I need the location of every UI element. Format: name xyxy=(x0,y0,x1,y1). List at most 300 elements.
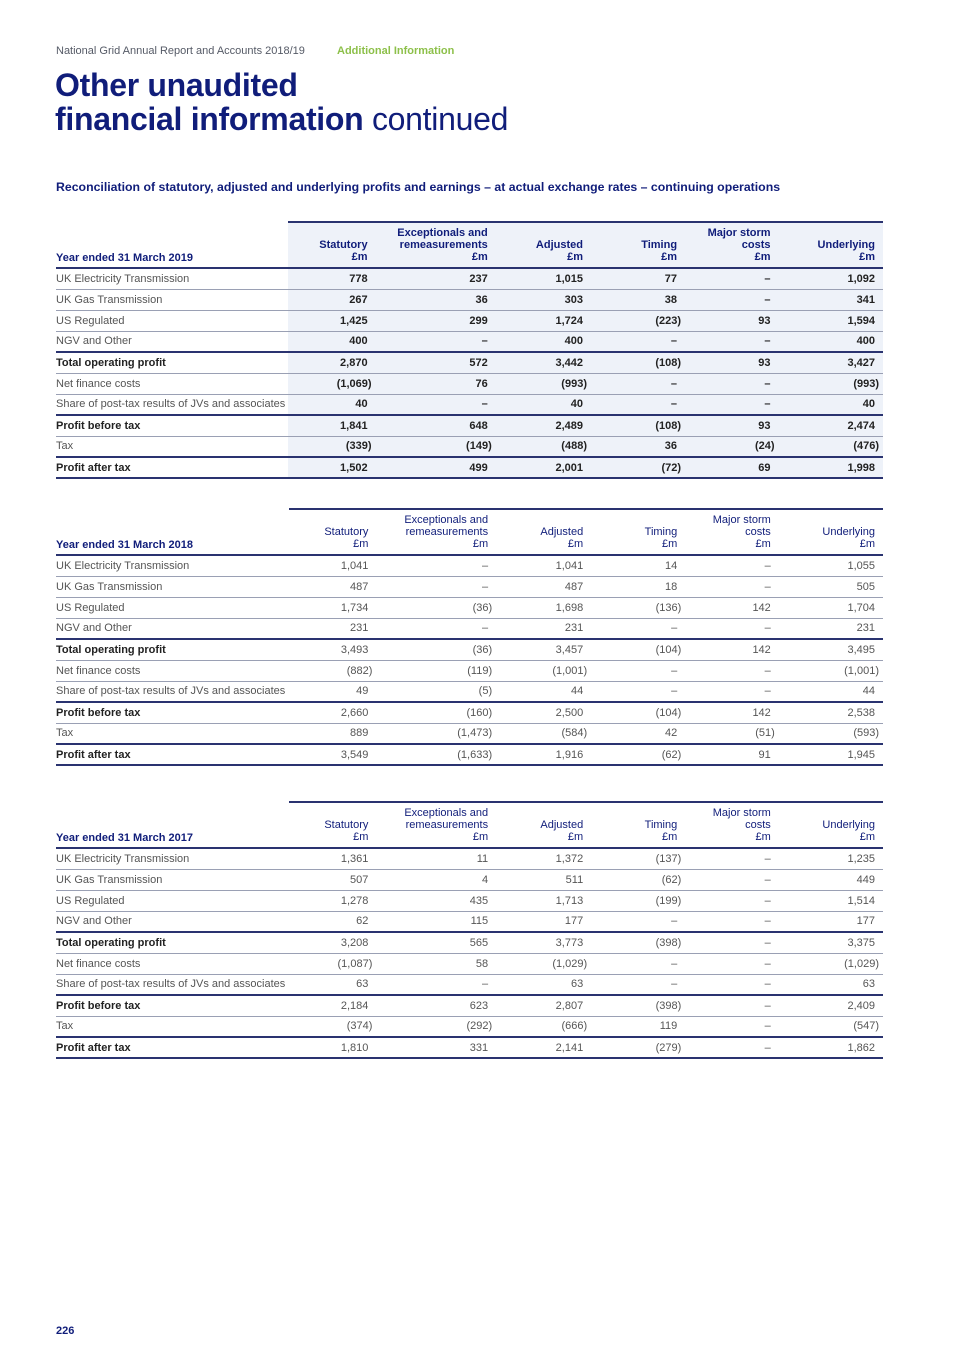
table-row xyxy=(56,555,883,576)
row-label: Total operating profit xyxy=(56,356,166,369)
column-header-line-1: Major storm xyxy=(712,807,771,819)
cell-value xyxy=(685,289,779,310)
cell-value-text: 3,495 xyxy=(847,643,875,656)
cell-value xyxy=(496,394,591,415)
table-row xyxy=(56,289,883,310)
row-label: Net finance costs xyxy=(56,957,141,970)
row-label: Tax xyxy=(56,727,74,740)
cell-value xyxy=(685,394,779,415)
cell-value xyxy=(496,911,591,932)
cell-value xyxy=(685,310,779,331)
table-row xyxy=(56,331,883,352)
cell-value xyxy=(376,352,496,373)
cell-value xyxy=(496,352,591,373)
cell-value-text: (1,069) xyxy=(336,377,372,390)
cell-value-text: 331 xyxy=(469,1041,489,1054)
cell-value xyxy=(376,1016,496,1037)
cell-value-text: 93 xyxy=(758,356,771,369)
cell-value-text: 76 xyxy=(475,377,488,390)
cell-value-text: 1,862 xyxy=(847,1041,875,1054)
cell-value xyxy=(289,597,376,618)
cell-value-text: 1,734 xyxy=(340,601,369,614)
table-year-heading: Year ended 31 March 2017 xyxy=(56,832,193,844)
cell-value-text: (36) xyxy=(472,643,493,656)
cell-value xyxy=(591,352,685,373)
cell-value-text: 1,055 xyxy=(847,559,875,572)
row-label: UK Electricity Transmission xyxy=(56,852,190,865)
cell-value xyxy=(591,639,685,660)
cell-value xyxy=(288,352,375,373)
cell-value-text: 648 xyxy=(469,419,488,432)
row-label: UK Electricity Transmission xyxy=(56,272,190,285)
cell-value xyxy=(288,394,375,415)
column-header-unit: £m xyxy=(567,251,583,263)
cell-value-text: 267 xyxy=(349,293,368,306)
cell-value xyxy=(779,639,883,660)
cell-value-text: (160) xyxy=(466,706,493,719)
cell-value-text: – xyxy=(764,398,771,411)
cell-value xyxy=(685,457,779,478)
cell-value xyxy=(685,974,779,995)
row-label: UK Gas Transmission xyxy=(56,580,163,593)
cell-value-text: – xyxy=(764,894,771,907)
cell-value xyxy=(376,995,496,1016)
cell-value-text: – xyxy=(764,873,771,886)
cell-value xyxy=(685,618,779,639)
column-header-unit: £m xyxy=(353,831,369,843)
cell-value xyxy=(289,639,376,660)
cell-value xyxy=(496,373,591,394)
cell-value xyxy=(376,289,496,310)
column-header-unit: £m xyxy=(567,831,584,843)
cell-value xyxy=(591,932,685,953)
cell-value-text: 400 xyxy=(349,335,368,348)
cell-value xyxy=(591,974,685,995)
cell-value-text: 1,041 xyxy=(555,559,584,572)
cell-value-text: 487 xyxy=(564,580,584,593)
row-label: Share of post-tax results of JVs and associates xyxy=(56,978,286,991)
cell-value-text: 2,870 xyxy=(340,356,368,369)
cell-value-text: (108) xyxy=(655,419,682,432)
cell-value-text: – xyxy=(764,915,771,928)
cell-value-text: (476) xyxy=(853,440,879,453)
cell-value-text: – xyxy=(482,580,489,593)
cell-value-text: (279) xyxy=(655,1041,682,1054)
cell-value xyxy=(779,618,883,639)
cell-value xyxy=(779,702,883,723)
cell-value xyxy=(496,597,591,618)
row-label: NGV and Other xyxy=(56,335,132,348)
cell-value-text: 2,489 xyxy=(555,419,583,432)
cell-value-text: (666) xyxy=(561,1020,588,1033)
cell-value-text: 14 xyxy=(665,559,678,572)
column-header-line-1: Exceptionals and xyxy=(404,514,489,526)
cell-value-text: (1,087) xyxy=(337,957,373,970)
cell-value xyxy=(779,744,883,765)
row-label: NGV and Other xyxy=(56,915,132,928)
cell-value-text: 237 xyxy=(469,272,488,285)
cell-value xyxy=(685,576,779,597)
cell-value-text: – xyxy=(764,580,771,593)
table-section-title: Reconciliation of statutory, adjusted and underlying profits and earnings – at actual exchange rates – continuing operations xyxy=(56,180,781,194)
cell-value xyxy=(779,660,883,681)
cell-value-text: 499 xyxy=(469,461,488,474)
cell-value xyxy=(496,618,591,639)
cell-value-text: 4 xyxy=(482,873,489,886)
column-header-line-2: Underlying xyxy=(822,526,875,538)
cell-value-text: 1,698 xyxy=(555,601,584,614)
table-row xyxy=(56,457,883,478)
column-header-line-1: Major storm xyxy=(712,514,771,526)
cell-value xyxy=(496,331,591,352)
column-header-unit: £m xyxy=(661,831,678,843)
table-header-row xyxy=(56,222,883,268)
cell-value-text: – xyxy=(671,915,678,928)
column-header xyxy=(685,802,779,848)
row-label: Profit before tax xyxy=(56,706,141,719)
cell-value-text: 505 xyxy=(856,580,875,593)
page-title-continued: continued xyxy=(371,101,509,137)
cell-value-text: (199) xyxy=(655,894,682,907)
cell-value-text: – xyxy=(671,957,678,970)
cell-value xyxy=(289,890,376,911)
cell-value-text: 18 xyxy=(665,580,678,593)
table-row xyxy=(56,436,883,457)
cell-value-text: 11 xyxy=(476,852,489,865)
row-label: Total operating profit xyxy=(56,936,166,949)
cell-value xyxy=(496,660,591,681)
cell-value-text: 435 xyxy=(469,894,489,907)
cell-value xyxy=(496,268,591,289)
column-header-unit: £m xyxy=(755,831,771,843)
cell-value xyxy=(496,555,591,576)
cell-value xyxy=(376,555,496,576)
row-label: Net finance costs xyxy=(56,377,141,390)
cell-value-text: (104) xyxy=(655,643,682,656)
cell-value-text: 231 xyxy=(350,622,369,635)
cell-value xyxy=(496,702,591,723)
cell-value-text: 1,092 xyxy=(847,272,875,285)
cell-value xyxy=(779,268,883,289)
table-row xyxy=(56,660,883,681)
cell-value-text: 303 xyxy=(564,293,583,306)
cell-value-text: 142 xyxy=(752,643,771,656)
cell-value xyxy=(289,911,376,932)
cell-value xyxy=(685,373,779,394)
cell-value-text: (223) xyxy=(655,314,682,327)
column-header-unit: £m xyxy=(661,538,678,550)
column-header-line-2: costs xyxy=(745,526,771,538)
cell-value-text: – xyxy=(764,335,771,348)
cell-value xyxy=(779,457,883,478)
cell-value-text: – xyxy=(670,335,678,348)
cell-value xyxy=(779,555,883,576)
table-row xyxy=(56,911,883,932)
cell-value-text: – xyxy=(764,978,771,991)
cell-value xyxy=(289,974,376,995)
cell-value-text: 2,660 xyxy=(340,706,369,719)
table-row xyxy=(56,352,883,373)
cell-value-text: (584) xyxy=(561,727,588,740)
column-header-line-2: Adjusted xyxy=(535,239,583,251)
cell-value xyxy=(376,974,496,995)
cell-value-text: 119 xyxy=(659,1020,678,1033)
column-header-unit: £m xyxy=(567,538,584,550)
cell-value-text: – xyxy=(481,335,488,348)
column-header xyxy=(591,509,685,555)
cell-value-text: (1,001) xyxy=(552,664,588,677)
cell-value xyxy=(685,869,779,890)
row-label: Total operating profit xyxy=(56,643,166,656)
cell-value xyxy=(591,289,685,310)
cell-value xyxy=(779,394,883,415)
cell-value xyxy=(685,744,779,765)
column-header xyxy=(779,509,883,555)
cell-value xyxy=(496,744,591,765)
cell-value-text: 40 xyxy=(862,398,875,411)
column-header-line-1: Major storm xyxy=(707,227,771,239)
cell-value xyxy=(779,1016,883,1037)
cell-value xyxy=(496,310,591,331)
cell-value xyxy=(591,310,685,331)
cell-value xyxy=(591,394,685,415)
cell-value-text: (398) xyxy=(655,999,682,1012)
cell-value xyxy=(779,597,883,618)
cell-value xyxy=(376,932,496,953)
table-year-heading: Year ended 31 March 2019 xyxy=(56,252,193,264)
cell-value-text: 1,724 xyxy=(555,314,583,327)
cell-value xyxy=(591,373,685,394)
cell-value xyxy=(591,555,685,576)
cell-value xyxy=(376,890,496,911)
table-row xyxy=(56,268,883,289)
column-header xyxy=(685,509,779,555)
cell-value-text: 231 xyxy=(856,622,875,635)
column-header-line-2: Underlying xyxy=(822,819,875,831)
cell-value-text: (593) xyxy=(853,727,879,740)
cell-value xyxy=(376,310,496,331)
cell-value-text: (374) xyxy=(346,1020,373,1033)
cell-value-text: 778 xyxy=(349,272,368,285)
cell-value-text: – xyxy=(764,293,771,306)
cell-value xyxy=(779,995,883,1016)
column-header-unit: £m xyxy=(353,538,369,550)
page-title xyxy=(55,68,508,136)
column-header xyxy=(288,222,375,268)
section-label: Additional Information xyxy=(337,45,455,57)
cell-value-text: 177 xyxy=(564,915,584,928)
report-title: National Grid Annual Report and Accounts 2018/19 xyxy=(56,45,305,57)
table-row xyxy=(56,310,883,331)
cell-value xyxy=(685,911,779,932)
cell-value-text: – xyxy=(764,685,771,698)
column-header-line-2: costs xyxy=(745,819,771,831)
cell-value xyxy=(591,436,685,457)
cell-value-text: (993) xyxy=(561,377,587,390)
cell-value xyxy=(496,869,591,890)
cell-value-text: (137) xyxy=(655,852,682,865)
cell-value-text: – xyxy=(764,852,771,865)
cell-value xyxy=(685,890,779,911)
cell-value-text: (339) xyxy=(345,440,372,453)
column-header xyxy=(779,802,883,848)
column-header xyxy=(289,802,376,848)
cell-value xyxy=(289,618,376,639)
cell-value xyxy=(779,289,883,310)
cell-value xyxy=(496,681,591,702)
cell-value-text: – xyxy=(482,559,489,572)
cell-value-text: 40 xyxy=(355,398,368,411)
cell-value xyxy=(376,394,496,415)
column-header-unit: £m xyxy=(859,251,875,263)
cell-value-text: 38 xyxy=(664,293,678,306)
cell-value xyxy=(591,702,685,723)
row-label: Tax xyxy=(56,440,74,453)
cell-value-text: 231 xyxy=(564,622,584,635)
cell-value-text: 40 xyxy=(570,398,583,411)
cell-value-text: (488) xyxy=(561,440,587,453)
cell-value xyxy=(779,848,883,869)
table-row xyxy=(56,744,883,765)
cell-value-text: (292) xyxy=(466,1020,493,1033)
cell-value xyxy=(591,415,685,436)
cell-value xyxy=(685,723,779,744)
cell-value xyxy=(496,1037,591,1058)
cell-value xyxy=(288,268,375,289)
cell-value-text: (149) xyxy=(466,440,492,453)
cell-value xyxy=(591,848,685,869)
cell-value-text: (51) xyxy=(755,727,775,740)
cell-value-text: 299 xyxy=(469,314,488,327)
column-header-unit: £m xyxy=(472,831,489,843)
cell-value xyxy=(685,597,779,618)
cell-value xyxy=(496,932,591,953)
cell-value xyxy=(496,415,591,436)
cell-value xyxy=(779,1037,883,1058)
cell-value xyxy=(496,289,591,310)
cell-value xyxy=(591,744,685,765)
cell-value-text: 42 xyxy=(665,727,678,740)
cell-value-text: 3,549 xyxy=(340,748,369,761)
table-row xyxy=(56,995,883,1016)
cell-value xyxy=(685,352,779,373)
table-2018 xyxy=(56,508,883,766)
table-row xyxy=(56,681,883,702)
cell-value xyxy=(496,974,591,995)
page-number: 226 xyxy=(56,1325,75,1337)
cell-value xyxy=(496,723,591,744)
cell-value xyxy=(289,932,376,953)
table-row xyxy=(56,618,883,639)
cell-value xyxy=(376,576,496,597)
cell-value xyxy=(376,869,496,890)
cell-value-text: 49 xyxy=(356,685,369,698)
table-row xyxy=(56,890,883,911)
row-label: Tax xyxy=(56,1020,74,1033)
cell-value-text: 1,278 xyxy=(340,894,369,907)
table-row xyxy=(56,394,883,415)
column-header-line-2: Timing xyxy=(644,819,678,831)
cell-value-text: 1,041 xyxy=(340,559,369,572)
column-header-unit: £m xyxy=(471,251,488,263)
cell-value xyxy=(591,597,685,618)
cell-value xyxy=(779,953,883,974)
cell-value-text: 1,810 xyxy=(340,1041,369,1054)
cell-value xyxy=(779,932,883,953)
row-label: Net finance costs xyxy=(56,664,141,677)
cell-value-text: 93 xyxy=(758,419,771,432)
cell-value xyxy=(685,1037,779,1058)
column-header-unit: £m xyxy=(755,538,771,550)
cell-value xyxy=(376,331,496,352)
column-header-line-2: Statutory xyxy=(319,239,368,251)
cell-value-text: – xyxy=(764,999,771,1012)
cell-value-text: 69 xyxy=(758,461,771,474)
column-header-line-2: Timing xyxy=(644,526,678,538)
row-label: UK Electricity Transmission xyxy=(56,559,190,572)
cell-value xyxy=(779,911,883,932)
cell-value-text: 511 xyxy=(565,873,584,886)
cell-value xyxy=(288,289,375,310)
cell-value-text: (62) xyxy=(661,748,682,761)
cell-value-text: (104) xyxy=(655,706,682,719)
cell-value-text: (1,001) xyxy=(844,664,879,677)
cell-value xyxy=(685,953,779,974)
cell-value xyxy=(288,457,375,478)
row-label: Profit after tax xyxy=(56,1041,131,1054)
cell-value xyxy=(591,995,685,1016)
cell-value xyxy=(376,660,496,681)
cell-value xyxy=(685,995,779,1016)
column-header-unit: £m xyxy=(859,831,875,843)
cell-value-text: 1,713 xyxy=(555,894,584,907)
column-header-unit: £m xyxy=(661,251,678,263)
column-header-unit: £m xyxy=(472,538,489,550)
cell-value-text: 1,945 xyxy=(847,748,875,761)
cell-value xyxy=(376,723,496,744)
cell-value-text: 142 xyxy=(752,601,771,614)
cell-value xyxy=(288,415,375,436)
cell-value xyxy=(779,310,883,331)
column-header-line-2: Adjusted xyxy=(540,819,584,831)
cell-value xyxy=(591,618,685,639)
cell-value xyxy=(685,848,779,869)
cell-value-text: – xyxy=(482,622,489,635)
cell-value-text: 36 xyxy=(664,440,678,453)
cell-value-text: – xyxy=(671,622,678,635)
cell-value-text: 63 xyxy=(570,978,584,991)
cell-value-text: 63 xyxy=(862,978,875,991)
cell-value-text: (398) xyxy=(655,936,682,949)
cell-value-text: 3,427 xyxy=(847,356,875,369)
column-header xyxy=(591,222,685,268)
page-title-line1: Other unaudited xyxy=(55,67,298,103)
cell-value xyxy=(289,744,376,765)
table-2019 xyxy=(56,221,883,479)
cell-value xyxy=(685,1016,779,1037)
cell-value-text: 889 xyxy=(350,727,369,740)
cell-value-text: 2,538 xyxy=(847,706,875,719)
cell-value xyxy=(779,869,883,890)
cell-value xyxy=(779,890,883,911)
cell-value-text: 1,235 xyxy=(847,852,875,865)
column-header-line-2: Statutory xyxy=(324,526,369,538)
table-header-row xyxy=(56,509,883,555)
cell-value-text: 44 xyxy=(570,685,584,698)
row-label: US Regulated xyxy=(56,601,125,614)
cell-value-text: – xyxy=(481,398,488,411)
table-row xyxy=(56,869,883,890)
